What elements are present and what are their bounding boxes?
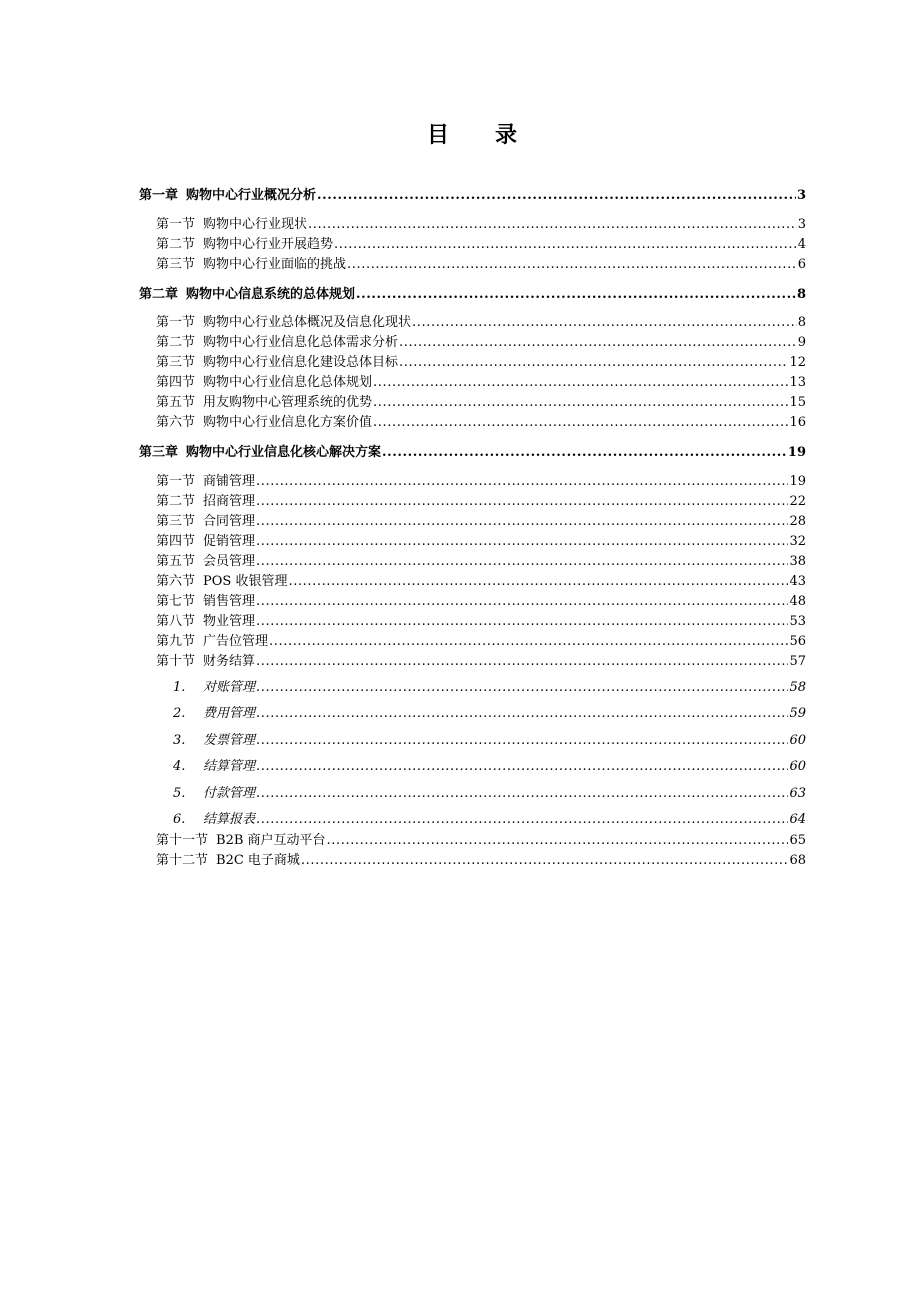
toc-subsection[interactable] (173, 781, 806, 801)
toc-section[interactable] (156, 531, 806, 549)
toc-section[interactable] (156, 551, 806, 569)
chapter-name: 购物中心行业概况分析 (186, 188, 317, 203)
subsection-page: 60 (789, 759, 806, 774)
section-name: 购物中心行业面临的挑战 (203, 257, 347, 272)
subsection-name: 付款管理 (203, 786, 256, 801)
subsection-number: 4. (173, 759, 186, 774)
dot-leader (301, 853, 789, 868)
dot-leader (288, 574, 788, 589)
section-page: 9 (797, 335, 806, 350)
section-page: 43 (789, 574, 806, 589)
dot-leader (317, 188, 796, 203)
subsection-name: 结算管理 (203, 759, 256, 774)
toc-chapter-3[interactable] (139, 442, 806, 460)
dot-leader (256, 514, 788, 529)
chapter-page: 3 (796, 188, 806, 203)
section-label: 第十节 (156, 654, 196, 669)
section-page: 4 (797, 237, 806, 252)
dot-leader (256, 706, 788, 721)
chapter-page: 8 (796, 287, 806, 302)
subsection-number: 5. (173, 786, 186, 801)
dot-leader (334, 237, 797, 252)
section-name: POS 收银管理 (203, 574, 288, 589)
toc-section[interactable] (156, 611, 806, 629)
dot-leader (399, 335, 797, 350)
section-name: 用友购物中心管理系统的优势 (203, 395, 373, 410)
subsection-name: 费用管理 (203, 706, 256, 721)
section-name: 财务结算 (203, 654, 256, 669)
dot-leader (373, 395, 788, 410)
section-label: 第一节 (156, 217, 196, 232)
subsection-page: 60 (789, 733, 806, 748)
section-name: 物业管理 (203, 614, 256, 629)
section-label: 第十二节 (156, 853, 209, 868)
subsection-name: 对账管理 (203, 680, 256, 695)
dot-leader (256, 554, 788, 569)
section-label: 第六节 (156, 574, 196, 589)
chapter-page: 19 (787, 445, 806, 460)
dot-leader (256, 680, 788, 695)
section-name: 促销管理 (203, 534, 256, 549)
section-label: 第四节 (156, 534, 196, 549)
toc-section[interactable] (156, 352, 806, 370)
toc-section[interactable] (156, 312, 806, 330)
dot-leader (269, 634, 788, 649)
subsection-page: 63 (789, 786, 806, 801)
section-label: 第三节 (156, 514, 196, 529)
toc-subsection[interactable] (173, 728, 806, 748)
subsection-name: 结算报表 (203, 812, 256, 827)
dot-leader (256, 614, 788, 629)
toc-section[interactable] (156, 651, 806, 669)
section-label: 第二节 (156, 335, 196, 350)
section-page: 28 (789, 514, 806, 529)
section-name: B2B 商户互动平台 (216, 833, 326, 848)
section-page: 48 (789, 594, 806, 609)
section-page: 3 (797, 217, 806, 232)
subsection-number: 6. (173, 812, 186, 827)
subsection-number: 2. (173, 706, 186, 721)
section-label: 第二节 (156, 237, 196, 252)
section-page: 13 (789, 375, 806, 390)
dot-leader (356, 287, 796, 302)
toc-section[interactable] (156, 471, 806, 489)
section-label: 第九节 (156, 634, 196, 649)
section-name: 购物中心行业信息化建设总体目标 (203, 355, 399, 370)
dot-leader (382, 445, 787, 460)
toc-subsection[interactable] (173, 675, 806, 695)
dot-leader (256, 474, 788, 489)
toc-section[interactable] (156, 511, 806, 529)
section-name: 购物中心行业信息化总体规划 (203, 375, 373, 390)
chapter-label: 第一章 (139, 188, 179, 203)
toc-section[interactable] (156, 392, 806, 410)
toc-subsection[interactable] (173, 701, 806, 721)
subsection-name: 发票管理 (203, 733, 256, 748)
section-name: 招商管理 (203, 494, 256, 509)
section-label: 第三节 (156, 355, 196, 370)
dot-leader (373, 415, 788, 430)
dot-leader (256, 594, 788, 609)
dot-leader (412, 315, 797, 330)
toc-section[interactable] (156, 571, 806, 589)
toc-section[interactable] (156, 412, 806, 430)
chapter-label: 第三章 (139, 445, 179, 460)
dot-leader (256, 812, 788, 827)
dot-leader (308, 217, 797, 232)
section-name: 购物中心行业总体概况及信息化现状 (203, 315, 412, 330)
section-name: 购物中心行业开展趋势 (203, 237, 334, 252)
section-label: 第七节 (156, 594, 196, 609)
section-name: 商铺管理 (203, 474, 256, 489)
toc-subsection[interactable] (173, 807, 806, 827)
section-label: 第六节 (156, 415, 196, 430)
section-page: 38 (789, 554, 806, 569)
section-page: 8 (797, 315, 806, 330)
toc-section[interactable] (156, 234, 806, 252)
subsection-number: 3. (173, 733, 186, 748)
toc-chapter-2[interactable] (139, 284, 806, 302)
chapter-label: 第二章 (139, 287, 179, 302)
section-page: 12 (789, 355, 806, 370)
toc-section[interactable] (156, 631, 806, 649)
section-page: 22 (789, 494, 806, 509)
dot-leader (256, 534, 788, 549)
section-page: 16 (789, 415, 806, 430)
subsection-number: 1. (173, 680, 186, 695)
section-page: 15 (789, 395, 806, 410)
section-label: 第一节 (156, 474, 196, 489)
section-name: 购物中心行业信息化总体需求分析 (203, 335, 399, 350)
section-name: 合同管理 (203, 514, 256, 529)
section-page: 68 (789, 853, 806, 868)
chapter-name: 购物中心信息系统的总体规划 (186, 287, 356, 302)
dot-leader (256, 759, 788, 774)
section-name: 购物中心行业现状 (203, 217, 308, 232)
section-label: 第三节 (156, 257, 196, 272)
toc-subsection[interactable] (173, 754, 806, 774)
section-page: 57 (789, 654, 806, 669)
dot-leader (327, 833, 789, 848)
toc-title-char-1: 目 (427, 122, 450, 148)
toc-section[interactable] (156, 372, 806, 390)
subsection-page: 58 (789, 680, 806, 695)
section-name: B2C 电子商城 (216, 853, 300, 868)
section-name: 销售管理 (203, 594, 256, 609)
section-page: 6 (797, 257, 806, 272)
section-label: 第五节 (156, 395, 196, 410)
section-name: 会员管理 (203, 554, 256, 569)
subsection-page: 64 (789, 812, 806, 827)
section-page: 53 (789, 614, 806, 629)
dot-leader (399, 355, 788, 370)
section-name: 购物中心行业信息化方案价值 (203, 415, 373, 430)
dot-leader (256, 654, 788, 669)
section-label: 第八节 (156, 614, 196, 629)
toc-chapter-1[interactable] (139, 185, 806, 203)
section-page: 19 (789, 474, 806, 489)
section-label: 第十一节 (156, 833, 209, 848)
chapter-name: 购物中心行业信息化核心解决方案 (186, 445, 382, 460)
section-page: 32 (789, 534, 806, 549)
section-label: 第五节 (156, 554, 196, 569)
dot-leader (256, 494, 788, 509)
dot-leader (256, 733, 788, 748)
toc-section[interactable] (156, 591, 806, 609)
section-name: 广告位管理 (203, 634, 269, 649)
section-label: 第四节 (156, 375, 196, 390)
subsection-page: 59 (789, 706, 806, 721)
toc-section[interactable] (156, 830, 806, 848)
section-page: 56 (789, 634, 806, 649)
toc-section[interactable] (156, 491, 806, 509)
dot-leader (256, 786, 788, 801)
toc-section[interactable] (156, 850, 806, 868)
toc-section[interactable] (156, 332, 806, 350)
dot-leader (347, 257, 797, 272)
toc-section[interactable] (156, 214, 806, 232)
section-label: 第一节 (156, 315, 196, 330)
section-page: 65 (789, 833, 806, 848)
toc-title-char-2: 录 (495, 122, 518, 148)
dot-leader (373, 375, 788, 390)
toc-section[interactable] (156, 254, 806, 272)
section-label: 第二节 (156, 494, 196, 509)
